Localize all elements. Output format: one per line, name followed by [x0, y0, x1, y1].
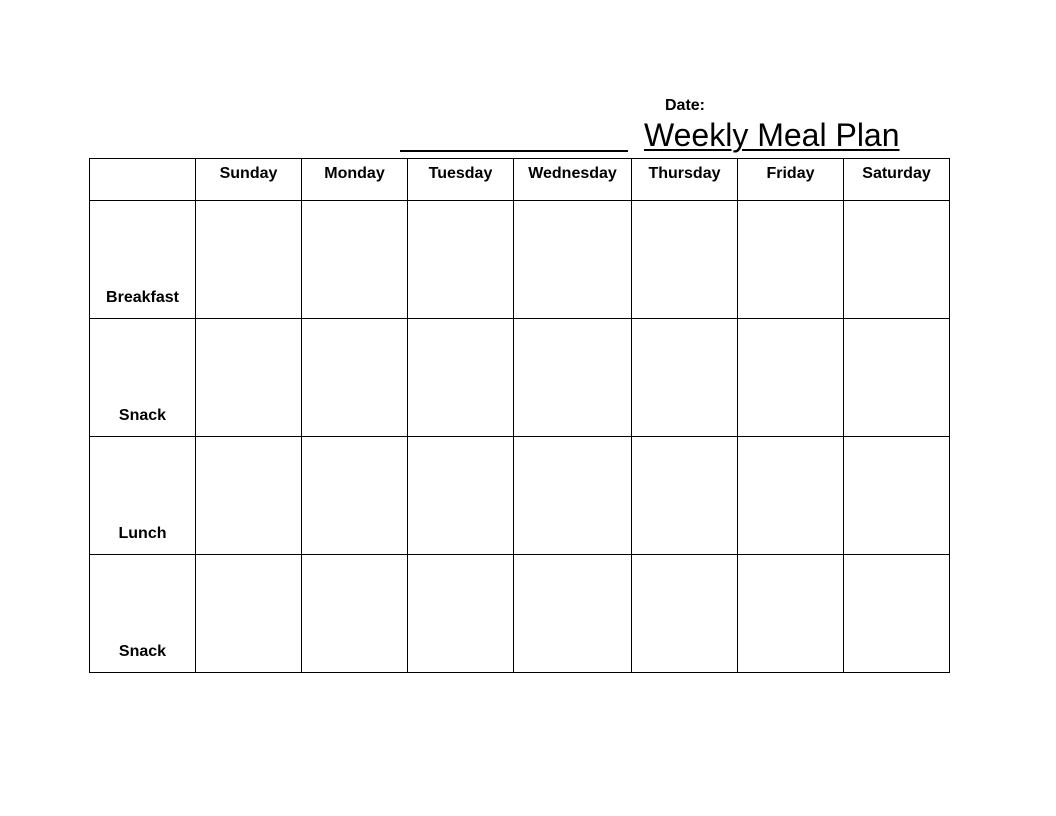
meal-cell[interactable]: [196, 437, 302, 555]
meal-cell[interactable]: [632, 437, 738, 555]
day-header-tuesday: Tuesday: [408, 159, 514, 201]
meal-row-lunch: [90, 437, 950, 555]
meal-cell[interactable]: [302, 555, 408, 673]
meal-cell[interactable]: [196, 555, 302, 673]
meal-cell[interactable]: [632, 555, 738, 673]
day-header-wednesday: Wednesday: [514, 159, 632, 201]
meal-label-snack: Snack: [90, 319, 196, 437]
meal-cell[interactable]: [408, 201, 514, 319]
meal-cell[interactable]: [514, 319, 632, 437]
date-line[interactable]: [400, 150, 628, 152]
meal-cell[interactable]: [738, 319, 844, 437]
meal-cell[interactable]: [196, 319, 302, 437]
meal-cell[interactable]: [738, 201, 844, 319]
meal-cell[interactable]: [302, 201, 408, 319]
meal-cell[interactable]: [302, 437, 408, 555]
meal-cell[interactable]: [632, 319, 738, 437]
meal-cell[interactable]: [844, 201, 950, 319]
meal-cell[interactable]: [738, 437, 844, 555]
meal-cell[interactable]: [408, 319, 514, 437]
meal-cell[interactable]: [408, 437, 514, 555]
meal-cell[interactable]: [844, 319, 950, 437]
meal-cell[interactable]: [844, 555, 950, 673]
header-row: [90, 159, 950, 201]
page-title: Weekly Meal Plan: [644, 117, 900, 153]
meal-cell[interactable]: [844, 437, 950, 555]
meal-cell[interactable]: [632, 201, 738, 319]
meal-cell[interactable]: [196, 201, 302, 319]
day-header-monday: Monday: [302, 159, 408, 201]
day-header-saturday: Saturday: [844, 159, 950, 201]
meal-row-snack-1: [90, 319, 950, 437]
corner-cell: [90, 159, 196, 201]
meal-cell[interactable]: [514, 555, 632, 673]
day-header-thursday: Thursday: [632, 159, 738, 201]
meal-row-snack-2: [90, 555, 950, 673]
meal-label-snack: Snack: [90, 555, 196, 673]
meal-plan-table: [89, 158, 950, 673]
meal-cell[interactable]: [738, 555, 844, 673]
meal-label-breakfast: Breakfast: [90, 201, 196, 319]
meal-cell[interactable]: [302, 319, 408, 437]
date-label: Date:: [665, 97, 706, 114]
day-header-friday: Friday: [738, 159, 844, 201]
meal-cell[interactable]: [408, 555, 514, 673]
day-header-sunday: Sunday: [196, 159, 302, 201]
meal-label-lunch: Lunch: [90, 437, 196, 555]
meal-cell[interactable]: [514, 201, 632, 319]
meal-cell[interactable]: [514, 437, 632, 555]
meal-row-breakfast: [90, 201, 950, 319]
